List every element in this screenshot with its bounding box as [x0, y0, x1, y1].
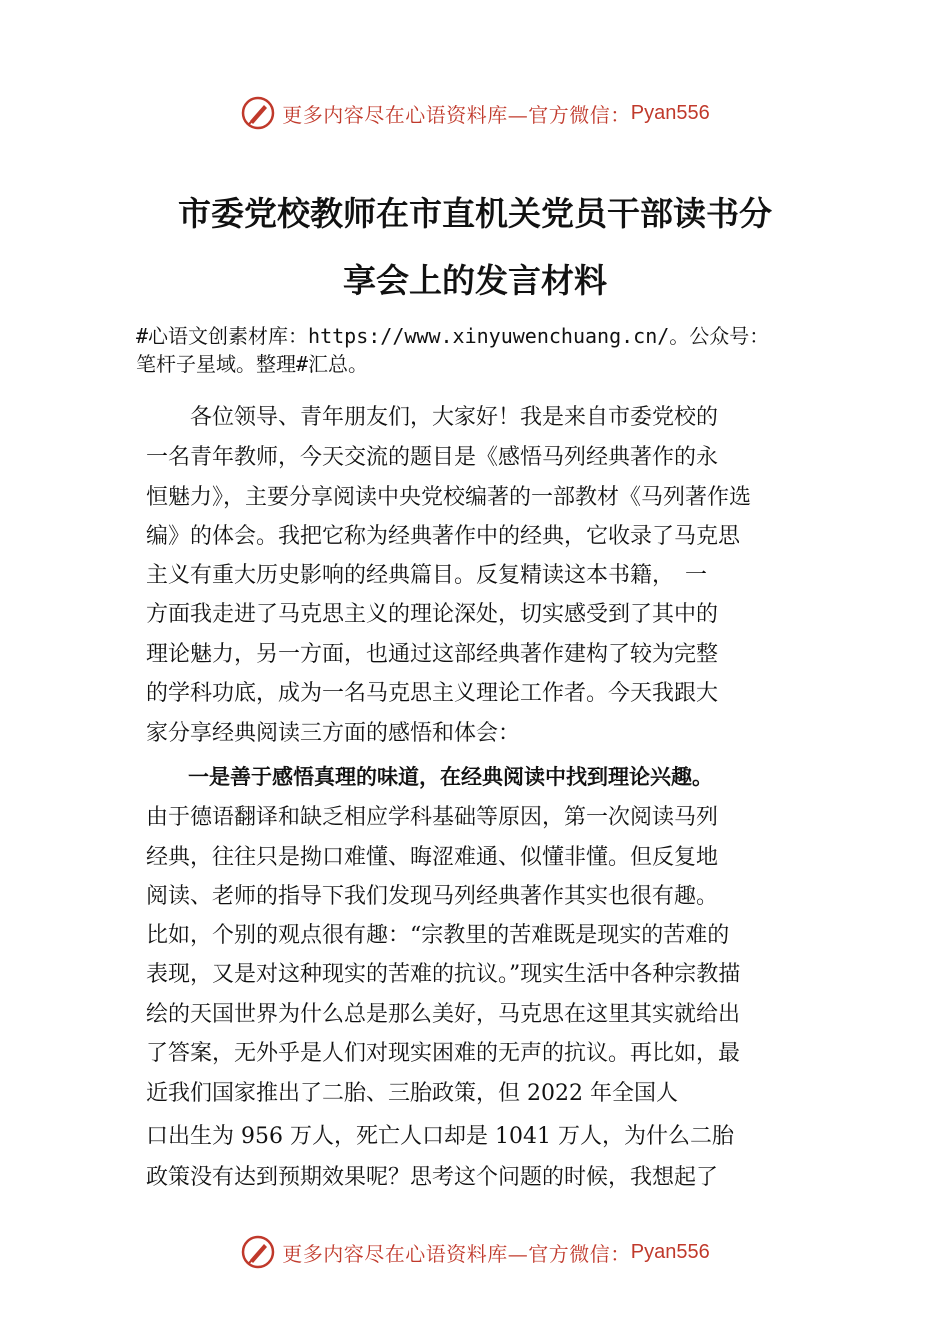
document-title-continued: 享会上的发言材料: [343, 261, 607, 300]
body-line: 近我们国家推出了二胎、三胎政策，但 2022 年全国人: [146, 1081, 678, 1106]
body-line: 各位领导、青年朋友们，大家好！我是来自市委党校的: [146, 405, 719, 430]
body-line: 的学科功底，成为一名马克思主义理论工作者。今天我跟大: [146, 681, 719, 706]
wechat-id: Pyan556: [630, 1240, 710, 1263]
footer-banner: [0, 1228, 950, 1276]
body-line: 方面我走进了马克思主义的理论深处，切实感受到了其中的: [146, 602, 719, 627]
body-line: 一名青年教师，今天交流的题目是《感悟马列经典著作的永: [146, 445, 719, 470]
wechat-id: Pyan556: [630, 101, 710, 124]
body-line: 比如，个别的观点很有趣：“宗教里的苦难既是现实的苦难的: [146, 923, 730, 948]
body-line: 了答案，无外乎是人们对现实困难的无声的抗议。再比如，最: [146, 1041, 741, 1066]
body-line: 阅读、老师的指导下我们发现马列经典著作其实也很有趣。: [146, 884, 719, 909]
body-line: 主义有重大历史影响的经典篇目。反复精读这本书籍， 一: [146, 563, 708, 588]
banner-text: 更多内容尽在心语资料库—官方微信：: [282, 102, 631, 127]
body-line: 政策没有达到预期效果呢？思考这个问题的时候，我想起了: [146, 1165, 719, 1190]
body-line: 由于德语翻译和缺乏相应学科基础等原因，第一次阅读马列: [146, 805, 719, 830]
body-line: 表现，又是对这种现实的苦难的抗议。”现实生活中各种宗教描: [146, 962, 741, 987]
quill-pen-icon: [240, 1234, 276, 1270]
header-banner: [0, 89, 950, 137]
body-line: 口出生为 956 万人，死亡人口却是 1041 万人，为什么二胎: [146, 1124, 734, 1149]
document-title: 市委党校教师在市直机关党员干部读书分: [178, 194, 772, 233]
quill-pen-icon: [240, 95, 276, 131]
body-line: 恒魅力》，主要分享阅读中央党校编著的一部教材《马列著作选: [146, 485, 752, 510]
section-heading: 一是善于感悟真理的味道，在经典阅读中找到理论兴趣。: [146, 765, 713, 789]
banner-text: 更多内容尽在心语资料库—官方微信：: [282, 1241, 631, 1266]
body-line: 编》的体会。我把它称为经典著作中的经典，它收录了马克思: [146, 524, 741, 549]
body-line: 家分享经典阅读三方面的感悟和体会：: [146, 721, 521, 746]
body-line: 经典，往往只是拗口难懂、晦涩难通、似懂非懂。但反复地: [146, 845, 719, 870]
body-line: 绘的天国世界为什么总是那么美好，马克思在这里其实就给出: [146, 1002, 741, 1027]
source-note-line: 笔杆子星域。整理#汇总。: [136, 352, 369, 376]
body-line: 理论魅力，另一方面，也通过这部经典著作建构了较为完整: [146, 642, 719, 667]
source-note: [136, 322, 856, 378]
source-note-line: #心语文创素材库：https://www.xinyuwenchuang.cn/。公众号：: [136, 324, 770, 348]
